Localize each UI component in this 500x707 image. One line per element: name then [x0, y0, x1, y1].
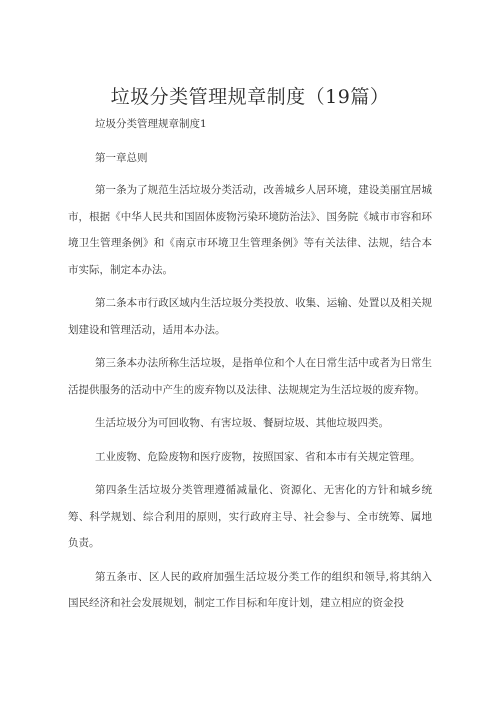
chapter-heading: 第一章总则: [95, 152, 148, 164]
paragraph-industrial-waste: 工业废物、危险废物和医疗废物，按照国家、省和本市有关规定管理。: [95, 450, 421, 463]
paragraph-article-4: 第四条生活垃圾分类管理遵循减量化、资源化、无害化的方针和城乡统筹、科学规划、综合利用的原则，实行政府主导、社会参与、全市统筹、属地负责。: [68, 484, 432, 549]
document-title: 垃圾分类管理规章制度（19篇）: [110, 86, 390, 108]
paragraph-article-5: 第五条市、区人民的政府加强生活垃圾分类工作的组织和领导,将其纳入国民经济和社会发展规划，制定工作目标和年度计划，建立相应的资金投: [68, 570, 432, 609]
paragraph-article-3: 第三条本办法所称生活垃圾，是指单位和个人在日常生活中或者为日常生活提供服务的活动中产生的废弃物以及法律、法规规定为生活垃圾的废弃物。: [68, 357, 432, 396]
paragraph-article-2: 第二条本市行政区域内生活垃圾分类投放、收集、运输、处置以及相关规划建设和管理活动，适用本办法。: [68, 297, 432, 336]
document-body: [68, 177, 432, 624]
document-subtitle: 垃圾分类管理规章制度1: [95, 118, 207, 130]
paragraph-article-1: 第一条为了规范生活垃圾分类活动，改善城乡人居环境，建设美丽宜居城市，根据《中华人民共和国固体废物污染环境防治法》、国务院《城市市容和环境卫生管理条例》和《南京市环境卫生管理条例》等有关法律、法规，结合本市实际，制定本办法。: [68, 184, 432, 276]
paragraph-waste-categories: 生活垃圾分为可回收物、有害垃圾、餐厨垃圾、其他垃圾四类。: [95, 417, 389, 429]
